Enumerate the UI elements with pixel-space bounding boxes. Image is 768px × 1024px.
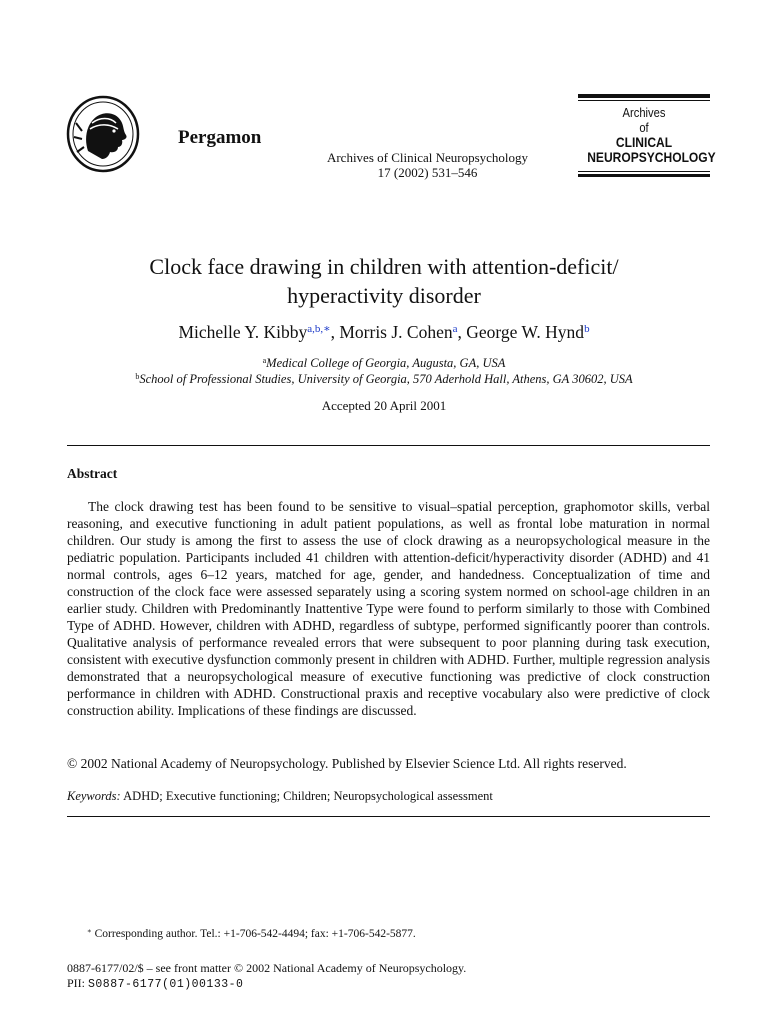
- affiliation: $^b$School of Professional Studies, University of Georgia, 570 Aderhold Hall, Athens, GA 30602, USA: [135, 372, 633, 386]
- journal-name: Archives of Clinical Neuropsychology: [326, 150, 529, 165]
- journal-logo-text: Archives of CLINICAL NEUROPSYCHOLOGY: [587, 105, 716, 165]
- publisher-logo: [66, 95, 280, 177]
- divider: [67, 816, 710, 817]
- author-affiliation-link[interactable]: b: [584, 323, 590, 335]
- divider: [67, 445, 710, 446]
- author-name: George W. Hynd: [466, 322, 585, 342]
- copyright-notice: © 2002 National Academy of Neuropsychology. Published by Elsevier Science Ltd. All rights reserved.: [67, 756, 627, 771]
- pii-line: PII: S0887-6177(01)00133-0: [67, 976, 244, 991]
- publisher-name: Pergamon: [178, 127, 262, 148]
- journal-logo: [578, 94, 716, 178]
- keywords-label: Keywords:: [67, 789, 121, 803]
- affiliation: $^a$Medical College of Georgia, Augusta, GA, USA: [262, 356, 506, 370]
- accepted-date: Accepted 20 April 2001: [321, 398, 447, 413]
- keywords: [67, 789, 710, 804]
- journal-logo-top-rule: [578, 94, 710, 98]
- corresponding-author-footnote: ∗ Corresponding author. Tel.: +1-706-542-4494; fax: +1-706-542-5877.: [87, 927, 416, 940]
- journal-citation: [300, 150, 555, 180]
- author-name: Michelle Y. Kibby: [178, 322, 308, 342]
- issn-line: 0887-6177/02/$ – see front matter © 2002 National Academy of Neuropsychology.: [67, 961, 467, 975]
- journal-logo-bottom-rule-thin: [578, 171, 710, 172]
- abstract-body: The clock drawing test has been found to be sensitive to visual–spatial perception, graphomotor skills, verbal reasoning, and executive functioning in adult patient populations, as well as frontal lobe maturation in normal children. Our study is among the first to assess the use of clock drawing as a neuropsychological measure in the pediatric population. Participants included 41 children with attention-deficit/hyperactivity disorder (ADHD) and 41 normal controls, ages 6–12 years, matched for age, gender, and handedness. Conceptualization of time and construction of the clock face were assessed separately using a scoring system normed on school-age children in an earlier study. Children with Predominantly Inattentive Type were found to perform similarly to those with Combined Type of ADHD. However, children with ADHD, regardless of subtype, performed significantly poorer than controls. Qualitative analysis of performance revealed errors that were subsequent to poor planning during task execution, consistent with executive dysfunction commonly present in children with ADHD. Further, multiple regression analysis demonstrated that a neuropsychological measure of executive functioning was predictive of clock construction performance in children with ADHD. Constructional praxis and receptive vocabulary also were predictive of clock construction ability. Implications of these findings are discussed.: [67, 499, 710, 718]
- keywords-list: ADHD; Executive functioning; Children; Neuropsychological assessment: [123, 789, 493, 803]
- author-affiliation-link[interactable]: a: [452, 323, 458, 335]
- author-name: Morris J. Cohen: [339, 322, 453, 342]
- abstract-heading: Abstract: [67, 466, 118, 481]
- pergamon-head-icon: [66, 95, 140, 173]
- journal-logo-top-rule-thin: [578, 100, 710, 101]
- author-affiliation-link[interactable]: a,b,∗: [307, 323, 331, 335]
- author-list: Michelle Y. Kibby$^{a,b,∗}$, Morris J. Cohen$^a$, George W. Hynd$^b$: [178, 322, 590, 342]
- article-title: Clock face drawing in children with attention-deficit/ hyperactivity disorder: [149, 254, 619, 308]
- pii-code: S0887-6177(01)00133-0: [88, 978, 244, 991]
- journal-volume: 17 (2002) 531–546: [377, 165, 478, 180]
- journal-logo-bottom-rule: [578, 174, 710, 177]
